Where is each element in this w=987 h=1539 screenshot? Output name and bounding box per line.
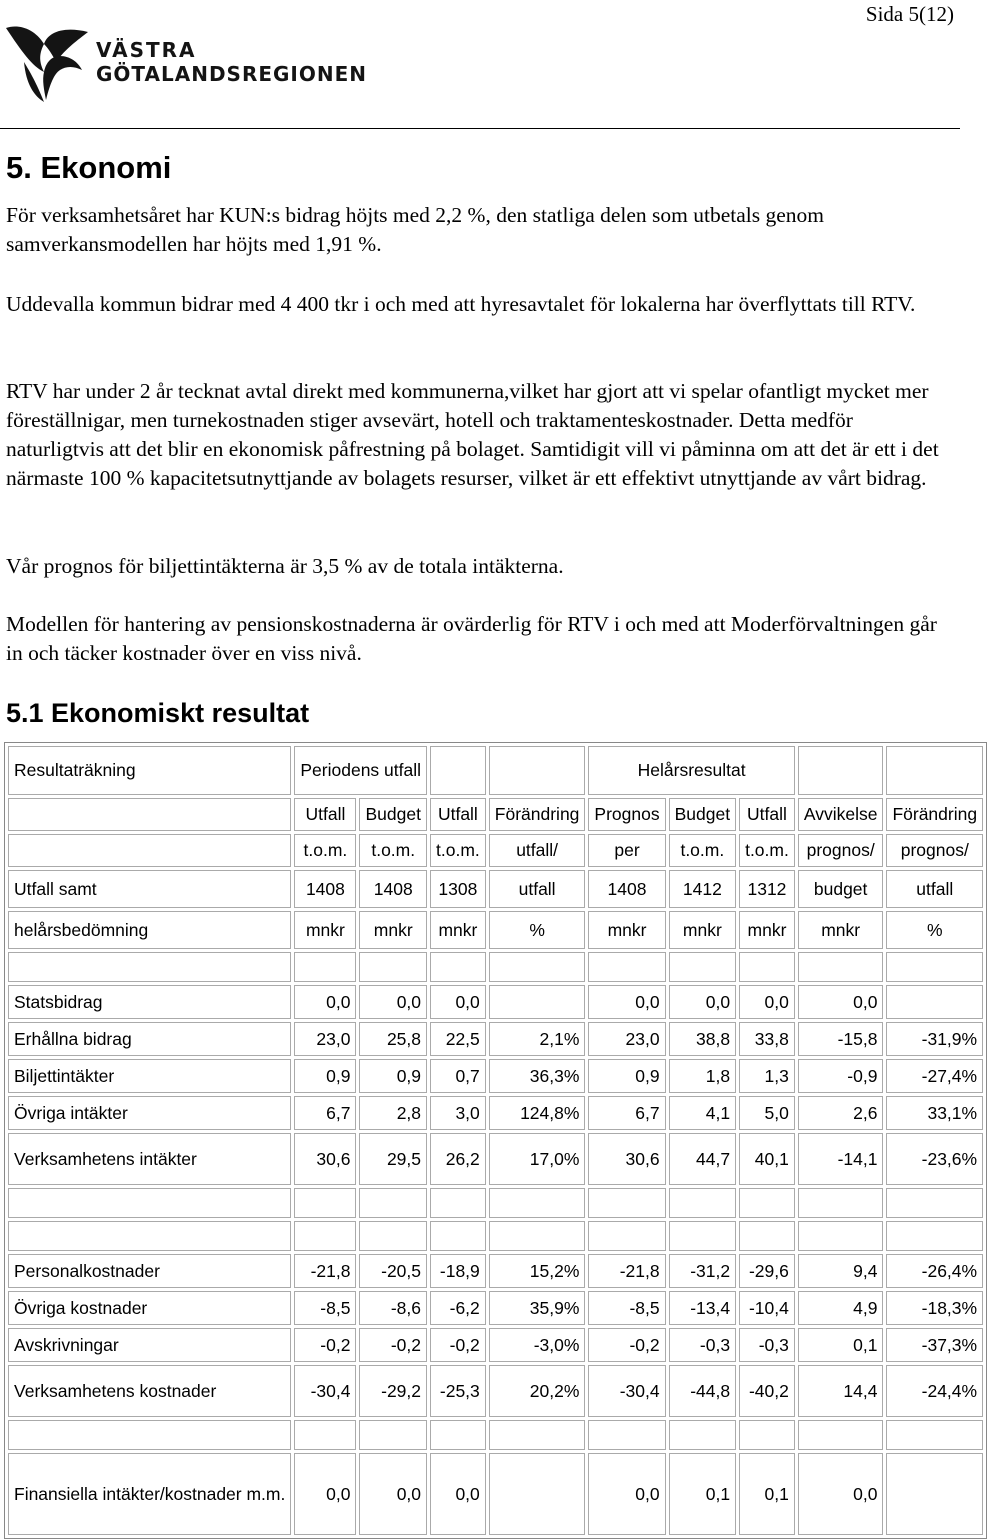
paragraph-3: RTV har under 2 år tecknat avtal direkt med kommunerna,vilket har gjort att vi spelar ofantligt mycket mer föreställnigar, men turnekostnaden stiger avsevärt, hotell och traktamenteskostnader. Detta medför naturligtvis att det blir en ekonomisk påfrestning på bolaget. Samtidigit vill vi påminna om att det är ett i det närmaste 100 % kapacitetsutnyttjande av bolagets resurser, vilket är ett effektivt utnyttjande av vårt bidrag. [6, 379, 939, 490]
table-cell: 40,1 [739, 1133, 795, 1185]
table-empty-cell [430, 1188, 486, 1218]
column-header: per [588, 834, 665, 867]
table-empty-cell [886, 1188, 983, 1218]
table-cell: 22,5 [430, 1022, 486, 1056]
table-cell: 0,0 [798, 985, 884, 1019]
column-header: t.o.m. [294, 834, 356, 867]
table-cell: 0,0 [669, 985, 736, 1019]
table-empty-cell [669, 1420, 736, 1450]
table-empty-cell [886, 746, 983, 795]
table-cell: -21,8 [588, 1254, 665, 1288]
paragraph-2: Uddevalla kommun bidrar med 4 400 tkr i och med att hyresavtalet för lokalerna har överflyttats till RTV. [6, 292, 916, 316]
table-empty-cell [430, 1420, 486, 1450]
table-row [8, 1133, 983, 1185]
table-empty-cell [886, 1420, 983, 1450]
column-header: 1408 [359, 870, 427, 908]
table-empty-cell [739, 1188, 795, 1218]
table-cell: 25,8 [359, 1022, 427, 1056]
row-header-label: helårsbedömning [8, 911, 291, 949]
row-label: Erhållna bidrag [8, 1022, 291, 1056]
table-cell: -0,9 [798, 1059, 884, 1093]
table-cell: 33,8 [739, 1022, 795, 1056]
logo-text-line1: VÄSTRA [96, 38, 197, 62]
column-header: t.o.m. [359, 834, 427, 867]
table-cell: -30,4 [294, 1365, 356, 1417]
table-row [8, 1096, 983, 1130]
row-label: Avskrivningar [8, 1328, 291, 1362]
row-label: Personalkostnader [8, 1254, 291, 1288]
table-empty-cell [886, 1221, 983, 1251]
table-cell: 0,0 [798, 1453, 884, 1535]
table-empty-cell [294, 1420, 356, 1450]
table-cell [886, 1453, 983, 1535]
table-empty-cell [588, 1420, 665, 1450]
table-empty-cell [489, 1188, 586, 1218]
table-cell: -3,0% [489, 1328, 586, 1362]
table-empty-cell [489, 1420, 586, 1450]
table-row [8, 1291, 983, 1325]
table-cell: 0,0 [739, 985, 795, 1019]
table-empty-cell [8, 834, 291, 867]
table-cell: -27,4% [886, 1059, 983, 1093]
table-cell: 0,0 [430, 985, 486, 1019]
row-label: Finansiella intäkter/kostnader m.m. [8, 1453, 291, 1535]
table-cell: -31,2 [669, 1254, 736, 1288]
unit-header: % [489, 911, 586, 949]
page-number: Sida 5(12) [865, 2, 954, 26]
subsection-title: 5.1 Ekonomiskt resultat [6, 698, 310, 728]
table-cell: 17,0% [489, 1133, 586, 1185]
column-header: Avvikelse [798, 798, 884, 831]
table-cell [489, 1453, 586, 1535]
column-header: utfall [886, 870, 983, 908]
table-empty-cell [294, 952, 356, 982]
table-cell: -0,2 [294, 1328, 356, 1362]
table-cell: -0,3 [669, 1328, 736, 1362]
table-cell: 0,7 [430, 1059, 486, 1093]
table-empty-cell [798, 746, 884, 795]
table-empty-cell [588, 1221, 665, 1251]
table-cell: 0,9 [588, 1059, 665, 1093]
table-cell: 38,8 [669, 1022, 736, 1056]
table-cell: 0,9 [359, 1059, 427, 1093]
table-cell: -6,2 [430, 1291, 486, 1325]
table-cell: 4,9 [798, 1291, 884, 1325]
table-cell: -31,9% [886, 1022, 983, 1056]
column-header: 1408 [294, 870, 356, 908]
column-header: 1408 [588, 870, 665, 908]
table-empty-cell [8, 1420, 291, 1450]
table-spacer-row [8, 952, 983, 982]
table-empty-cell [359, 1420, 427, 1450]
table-cell: -26,4% [886, 1254, 983, 1288]
table-spacer-row [8, 1188, 983, 1218]
table-spacer-row [8, 1221, 983, 1251]
table-cell: -10,4 [739, 1291, 795, 1325]
table-cell: 44,7 [669, 1133, 736, 1185]
unit-header: mnkr [669, 911, 736, 949]
table-cell: 0,0 [294, 1453, 356, 1535]
unit-header: mnkr [430, 911, 486, 949]
table-empty-cell [359, 952, 427, 982]
table-cell: -29,6 [739, 1254, 795, 1288]
column-header: Budget [669, 798, 736, 831]
table-header-row [8, 911, 983, 949]
table-empty-cell [886, 952, 983, 982]
table-cell: -44,8 [669, 1365, 736, 1417]
unit-header: mnkr [359, 911, 427, 949]
column-header: Budget [359, 798, 427, 831]
table-cell: -13,4 [669, 1291, 736, 1325]
unit-header: mnkr [294, 911, 356, 949]
table-empty-cell [489, 952, 586, 982]
table-cell: 2,6 [798, 1096, 884, 1130]
result-table [4, 742, 987, 1539]
table-row [8, 985, 983, 1019]
unit-header: mnkr [588, 911, 665, 949]
table-row [8, 1365, 983, 1417]
column-header: 1312 [739, 870, 795, 908]
table-cell: 2,1% [489, 1022, 586, 1056]
table-cell: -24,4% [886, 1365, 983, 1417]
table-cell: -8,5 [588, 1291, 665, 1325]
table-empty-cell [588, 1188, 665, 1218]
unit-header: mnkr [798, 911, 884, 949]
table-cell: -0,3 [739, 1328, 795, 1362]
table-cell: 0,9 [294, 1059, 356, 1093]
column-header: utfall/ [489, 834, 586, 867]
row-label: Övriga kostnader [8, 1291, 291, 1325]
table-row [8, 1328, 983, 1362]
table-empty-cell [739, 1420, 795, 1450]
table-empty-cell [8, 798, 291, 831]
year-group-label: Helårsresultat [588, 746, 794, 795]
table-cell: 1,8 [669, 1059, 736, 1093]
row-label: Verksamhetens intäkter [8, 1133, 291, 1185]
table-empty-cell [8, 952, 291, 982]
table-row [8, 1453, 983, 1535]
table-header-row [8, 870, 983, 908]
table-empty-cell [359, 1188, 427, 1218]
table-header-row [8, 798, 983, 831]
table-cell [489, 985, 586, 1019]
unit-header: % [886, 911, 983, 949]
table-row [8, 1022, 983, 1056]
column-header: t.o.m. [430, 834, 486, 867]
table-empty-cell [430, 1221, 486, 1251]
table-empty-cell [489, 746, 586, 795]
column-header: Prognos [588, 798, 665, 831]
table-empty-cell [669, 1221, 736, 1251]
table-empty-cell [739, 1221, 795, 1251]
table-cell: -0,2 [588, 1328, 665, 1362]
table-cell: 124,8% [489, 1096, 586, 1130]
table-cell: 29,5 [359, 1133, 427, 1185]
table-cell: -30,4 [588, 1365, 665, 1417]
table-cell: -23,6% [886, 1133, 983, 1185]
table-cell: 0,0 [588, 1453, 665, 1535]
column-header: Förändring [886, 798, 983, 831]
table-empty-cell [294, 1221, 356, 1251]
table-cell: -14,1 [798, 1133, 884, 1185]
table-cell: 6,7 [588, 1096, 665, 1130]
table-cell: -20,5 [359, 1254, 427, 1288]
column-header: Utfall [294, 798, 356, 831]
table-cell: 0,0 [430, 1453, 486, 1535]
table-cell: 0,1 [798, 1328, 884, 1362]
region-logo [4, 22, 394, 106]
table-cell: 26,2 [430, 1133, 486, 1185]
table-empty-cell [8, 1221, 291, 1251]
row-label: Övriga intäkter [8, 1096, 291, 1130]
section-title: 5. Ekonomi [6, 150, 172, 185]
table-cell: 15,2% [489, 1254, 586, 1288]
table-empty-cell [294, 1188, 356, 1218]
table-cell: 33,1% [886, 1096, 983, 1130]
table-cell: -8,5 [294, 1291, 356, 1325]
table-empty-cell [430, 746, 486, 795]
table-header-row [8, 746, 983, 795]
table-empty-cell [739, 952, 795, 982]
table-cell: -15,8 [798, 1022, 884, 1056]
column-header: 1308 [430, 870, 486, 908]
table-cell: 5,0 [739, 1096, 795, 1130]
table-cell: 0,0 [294, 985, 356, 1019]
column-header: prognos/ [798, 834, 884, 867]
table-cell: 9,4 [798, 1254, 884, 1288]
table-cell: 0,1 [669, 1453, 736, 1535]
table-cell [886, 985, 983, 1019]
table-cell: 36,3% [489, 1059, 586, 1093]
column-header: utfall [489, 870, 586, 908]
table-cell: 3,0 [430, 1096, 486, 1130]
table-cell: 0,0 [359, 1453, 427, 1535]
paragraph-1: För verksamhetsåret har KUN:s bidrag höjts med 2,2 %, den statliga delen som utbetals genom samverkansmodellen har höjts med 1,91 %. [6, 203, 825, 256]
table-cell: 20,2% [489, 1365, 586, 1417]
table-empty-cell [669, 1188, 736, 1218]
table-cell: 1,3 [739, 1059, 795, 1093]
table-row [8, 1254, 983, 1288]
table-empty-cell [588, 952, 665, 982]
paragraph-4: Vår prognos för biljettintäkterna är 3,5 % av de totala intäkterna. [6, 554, 564, 578]
table-cell: -37,3% [886, 1328, 983, 1362]
table-cell: -8,6 [359, 1291, 427, 1325]
table-empty-cell [359, 1221, 427, 1251]
column-header: prognos/ [886, 834, 983, 867]
column-header: budget [798, 870, 884, 908]
period-group-label: Periodens utfall [294, 746, 427, 795]
column-header: Förändring [489, 798, 586, 831]
header-divider [0, 128, 960, 129]
table-cell: -0,2 [430, 1328, 486, 1362]
table-cell: 30,6 [294, 1133, 356, 1185]
table-corner-label: Resultaträkning [8, 746, 291, 795]
table-cell: 23,0 [294, 1022, 356, 1056]
paragraph-5: Modellen för hantering av pensionskostnaderna är ovärderlig för RTV i och med att Moderförvaltningen går in och täcker kostnader över en viss nivå. [6, 612, 937, 665]
table-cell: 14,4 [798, 1365, 884, 1417]
table-empty-cell [798, 1420, 884, 1450]
table-empty-cell [430, 952, 486, 982]
table-row [8, 1059, 983, 1093]
table-cell: 2,8 [359, 1096, 427, 1130]
table-cell: 6,7 [294, 1096, 356, 1130]
unit-header: mnkr [739, 911, 795, 949]
table-header-row [8, 834, 983, 867]
column-header: t.o.m. [739, 834, 795, 867]
column-header: Utfall [739, 798, 795, 831]
table-cell: -18,3% [886, 1291, 983, 1325]
table-cell: -0,2 [359, 1328, 427, 1362]
table-cell: -25,3 [430, 1365, 486, 1417]
table-cell: -40,2 [739, 1365, 795, 1417]
table-empty-cell [798, 1188, 884, 1218]
table-cell: -21,8 [294, 1254, 356, 1288]
table-cell: 0,1 [739, 1453, 795, 1535]
table-empty-cell [669, 952, 736, 982]
table-cell: 35,9% [489, 1291, 586, 1325]
logo-text-line2: GÖTALANDSREGIONEN [96, 62, 368, 86]
table-empty-cell [798, 952, 884, 982]
table-spacer-row [8, 1420, 983, 1450]
table-cell: 23,0 [588, 1022, 665, 1056]
table-cell: 30,6 [588, 1133, 665, 1185]
column-header: 1412 [669, 870, 736, 908]
row-label: Verksamhetens kostnader [8, 1365, 291, 1417]
table-empty-cell [798, 1221, 884, 1251]
table-empty-cell [8, 1188, 291, 1218]
row-label: Statsbidrag [8, 985, 291, 1019]
table-cell: 0,0 [588, 985, 665, 1019]
row-label: Biljettintäkter [8, 1059, 291, 1093]
table-empty-cell [489, 1221, 586, 1251]
logo-mark-icon [4, 22, 94, 106]
column-header: Utfall [430, 798, 486, 831]
column-header: t.o.m. [669, 834, 736, 867]
table-cell: -29,2 [359, 1365, 427, 1417]
table-cell: -18,9 [430, 1254, 486, 1288]
row-header-label: Utfall samt [8, 870, 291, 908]
table-cell: 0,0 [359, 985, 427, 1019]
table-cell: 4,1 [669, 1096, 736, 1130]
